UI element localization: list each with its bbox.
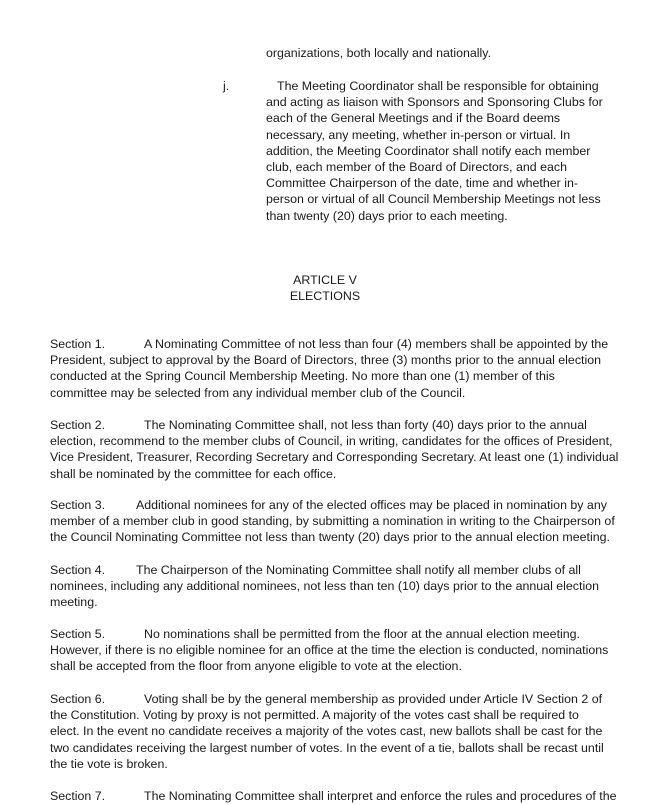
section-first-line [50,497,620,513]
paragraph-line: each of the General Meetings and if the Board deems [266,111,561,126]
paragraph-line: than twenty (20) days prior to each meeting. [266,208,508,223]
paragraph-line: Additional nominees for any of the elected offices may be placed in nomination by any [136,498,607,512]
paragraph-line: However, if there is no eligible nominee for an office at the time the election is conducted, nominations [50,643,609,658]
section-first-line [50,417,620,433]
paragraph-line: person or virtual of all Council Membership Meetings not less [266,192,601,207]
section-label: Section 2. [50,418,106,432]
paragraph-line: the tie vote is broken. [50,756,168,771]
paragraph-line: election, recommend to the member clubs of Council, in writing, candidates for the offices of President, [50,434,613,449]
list-item-body [266,78,601,224]
paragraph-line: the Council Nominating Committee not less than twenty (20) days prior to the annual election meeting. [50,530,610,545]
paragraph-line: elect. In the event no candidate receives a majority of the votes cast, new ballots shall be cast for the [50,724,603,739]
paragraph-line: two candidates receiving the largest number of votes. In the event of a tie, ballots shall be recast until [50,740,604,755]
paragraph-line: The Meeting Coordinator shall be responsible for obtaining [277,79,599,93]
section-2 [50,417,620,482]
section-first-line [50,691,620,707]
section-label: Section 7. [50,789,106,803]
section-1 [50,336,620,401]
section-label: Section 4. [50,563,106,577]
article-number: ARTICLE V [293,273,357,287]
section-6 [50,691,620,772]
section-label: Section 6. [50,692,106,706]
section-4 [50,562,620,611]
paragraph-line: addition, the Meeting Coordinator shall notify each member [266,143,591,158]
section-first-line [50,788,620,804]
section-label: Section 5. [50,627,106,641]
paragraph-line: Committee Chairperson of the date, time and whether in- [266,176,578,191]
section-5 [50,626,620,675]
paragraph-line: shall be nominated by the committee for each office. [50,466,337,481]
paragraph-line: Vice President, Treasurer, Recording Secretary and Corresponding Secretary. At least one (1) individual [50,450,619,465]
article-title: ELECTIONS [289,289,361,304]
paragraph-line: meeting. [50,595,98,610]
paragraph-line: President, subject to approval by the Board of Directors, three (3) months prior to the annual election [50,353,601,368]
paragraph-line: A Nominating Committee of not less than four (4) members shall be appointed by the [144,337,609,351]
paragraph-line: nominees, including any additional nominees, not less than ten (10) days prior to the annual election [50,579,599,594]
paragraph-line: The Nominating Committee shall, not less than forty (40) days prior to the annual [144,418,587,432]
section-label: Section 3. [50,498,106,512]
paragraph-line: conducted at the Spring Council Membership Meeting. No more than one (1) member of this [50,369,555,384]
paragraph-line: the Constitution. Voting by proxy is not permitted. A majority of the votes cast shall be required to [50,708,579,723]
paragraph-line: club, each member of the Board of Directors, and each [266,160,567,175]
paragraph-line: The Chairperson of the Nominating Committee shall notify all member clubs of all [136,563,581,577]
section-3 [50,497,620,546]
section-7 [50,788,620,804]
list-marker: j. [223,79,230,93]
paragraph-line: committee may be selected from any individual member club of the Council. [50,385,466,400]
section-label: Section 1. [50,337,106,351]
article-heading [0,272,650,304]
paragraph-line: Voting shall be by the general membership as provided under Article IV Section 2 of [144,692,603,706]
paragraph-line: member of a member club in good standing, by submitting a nomination in writing to the Chairperson of [50,514,615,529]
continuation-text: organizations, both locally and nationally. [266,46,492,60]
section-first-line [50,626,620,642]
section-first-line [50,562,620,578]
paragraph-line: shall be accepted from the floor from anyone eligible to vote at the election. [50,659,462,674]
paragraph-line: No nominations shall be permitted from the floor at the annual election meeting. [144,627,580,641]
paragraph-line: necessary, any meeting, whether in-person or virtual. In [266,127,571,142]
section-first-line [50,336,620,352]
paragraph-line: The Nominating Committee shall interpret and enforce the rules and procedures of the [144,789,617,803]
paragraph-line: and acting as liaison with Sponsors and Sponsoring Clubs for [266,95,603,110]
